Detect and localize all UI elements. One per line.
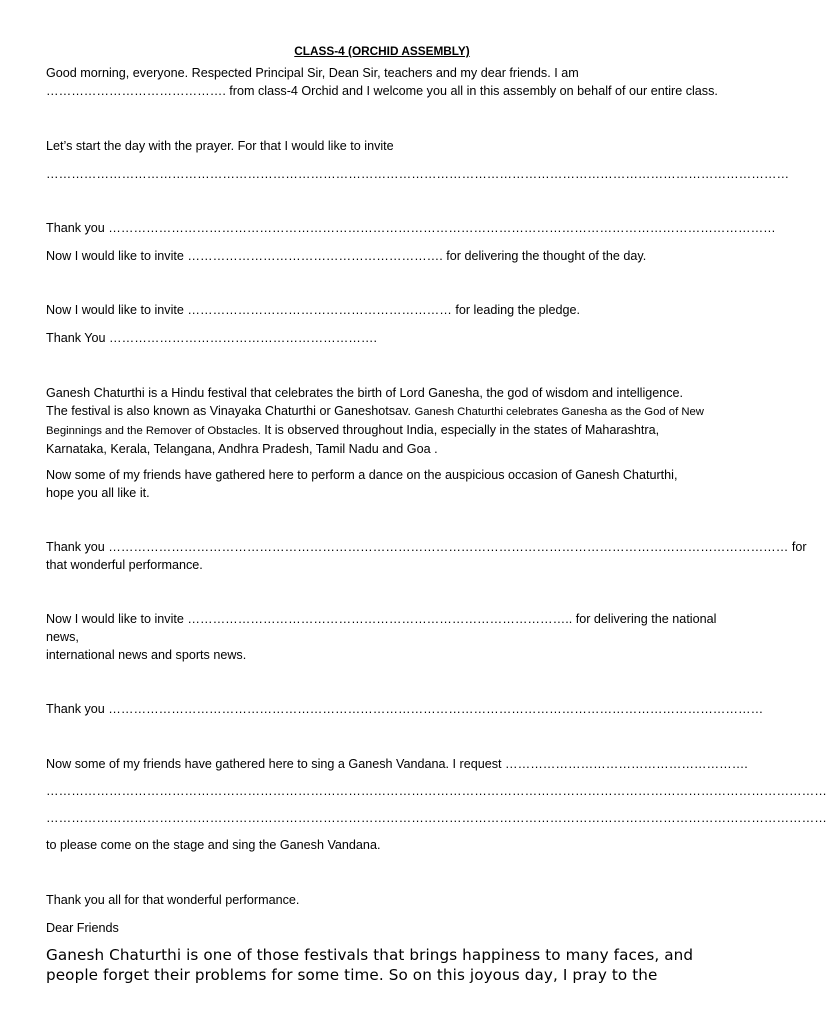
dear-friends-line: Dear Friends [46, 921, 119, 935]
thought-line: Now I would like to invite ……………………………………………………. for delivering the thought of the day. [46, 249, 647, 263]
ganesh-text-2b: Ganesh Chaturthi celebrates Ganesha as the God of New [414, 406, 704, 418]
prayer-blank-line: …………………………………………………………………………………………………………………………………………………………… [46, 167, 790, 181]
vandana-line-4: to please come on the stage and sing the Ganesh Vandana. [46, 838, 381, 852]
ganesh-text-3b: It is observed throughout India, especially in the states of Maharashtra, [260, 423, 660, 437]
thank-you-line-4: Thank you ………………………………………………………………………………………………………………………………………… [46, 702, 764, 716]
ganesh-paragraph-line-4: Karnataka, Kerala, Telangana, Andhra Pradesh, Tamil Nadu and Goa . [46, 442, 438, 456]
prayer-line-1: Let’s start the day with the prayer. For that I would like to invite [46, 139, 394, 153]
dance-line-2: hope you all like it. [46, 486, 150, 500]
ganesh-paragraph-line-2 [46, 402, 718, 421]
ganesh-text-3a: Beginnings and the Remover of Obstacles. [46, 425, 261, 437]
document-page [46, 42, 827, 985]
ganesh-paragraph-line-3 [46, 421, 718, 440]
thank-you-line-3b: that wonderful performance. [46, 558, 203, 572]
closing-line-2: people forget their problems for some time. So on this joyous day, I pray to the [46, 965, 658, 984]
document-title: CLASS-4 (ORCHID ASSEMBLY) [294, 44, 470, 58]
greeting-line-2: ……………………………………. from class-4 Orchid and I welcome you all in this assembly on behalf of our entire class. [46, 84, 718, 98]
vandana-blank-line-1: …………………………………………………………………………………………………………………………………………………………………… [46, 784, 827, 798]
greeting-line-1: Good morning, everyone. Respected Principal Sir, Dean Sir, teachers and my dear friends. I am [46, 66, 579, 80]
thank-you-line-1: Thank you …………………………………………………………………………………………………………………………………………… [46, 221, 776, 235]
vandana-line-1: Now some of my friends have gathered here to sing a Ganesh Vandana. I request …………………………………………………. [46, 757, 748, 771]
thank-you-line-3: Thank you ……………………………………………………………………………………………………………………………………………… for [46, 540, 807, 554]
ganesh-paragraph-line-1: Ganesh Chaturthi is a Hindu festival that celebrates the birth of Lord Ganesha, the god of wisdom and intelligence. [46, 386, 684, 400]
news-line-2: international news and sports news. [46, 648, 247, 662]
thank-you-line-2: Thank You ………………………………………………………. [46, 331, 377, 345]
pledge-line: Now I would like to invite ……………………………………………………… for leading the pledge. [46, 303, 580, 317]
dance-line-1: Now some of my friends have gathered here to perform a dance on the auspicious occasion of Ganesh Chaturthi, [46, 468, 678, 482]
news-line-1: Now I would like to invite ……………………………………………………………………………….. for delivering the national news, [46, 612, 720, 644]
ganesh-text-2a: The festival is also known as Vinayaka Chaturthi or Ganeshotsav. [46, 404, 415, 418]
closing-line-1: Ganesh Chaturthi is one of those festivals that brings happiness to many faces, and [46, 946, 694, 964]
vandana-blank-line-2: …………………………………………………………………………………………………………………………………………………………………… [46, 811, 827, 825]
thank-you-line-5: Thank you all for that wonderful performance. [46, 893, 300, 907]
